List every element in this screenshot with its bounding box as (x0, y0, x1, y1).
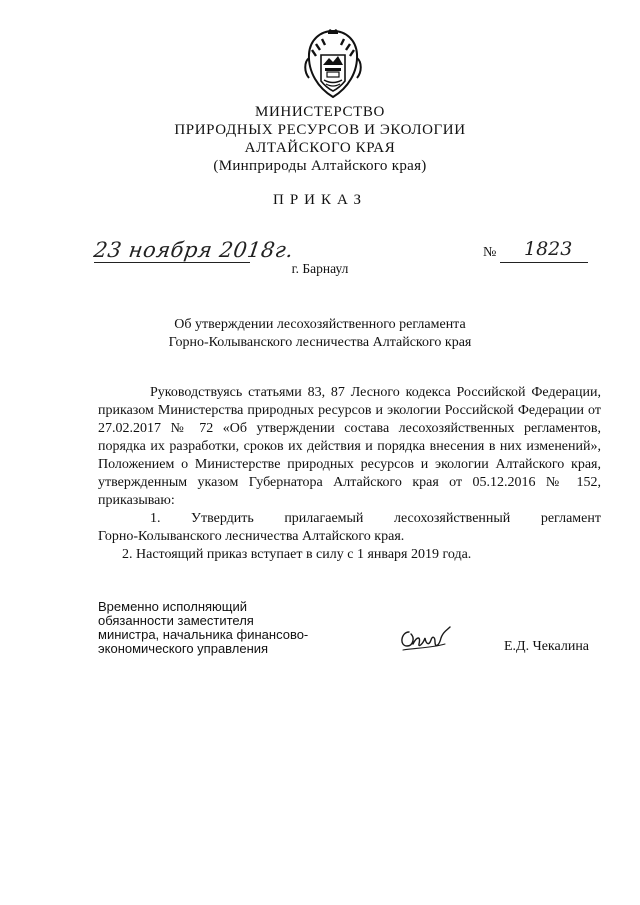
position-line: министра, начальника финансово- (98, 627, 309, 642)
subject-line-2: Горно-Колыванского лесничества Алтайского края (168, 335, 472, 350)
position-line: обязанности заместителя (98, 613, 254, 628)
item-1-word: лесохозяйственный (393, 511, 511, 526)
ministry-line-2: ПРИРОДНЫХ РЕСУРСОВ И ЭКОЛОГИИ (174, 122, 466, 138)
preamble-paragraph: Руководствуясь статьями 83, 87 Лесного кодекса Российской Федерации, приказом Министерства природных ресурсов и экологии Российской Федерации от 27.02.2017 № 72 «Об утверждении состава лесохозяйственных регламентов, порядка их разработки, сроков их действия и порядка внесения в них изменений», Положением о Министерстве природных ресурсов и экологии Алтайского края, утвержденным указом Губернатора Алтайского края от 05.12.2016 № 152, приказываю: (98, 385, 601, 508)
handwritten-number: 1823 (524, 238, 573, 260)
subject-line-1: Об утверждении лесохозяйственного регламента (174, 317, 466, 332)
item-1-word: прилагаемый (284, 511, 364, 526)
ministry-line-1: МИНИСТЕРСТВО (255, 104, 385, 120)
position-line: экономического управления (98, 641, 269, 656)
number-sign: № (483, 245, 497, 260)
ministry-short-name: (Минприроды Алтайского края) (213, 158, 427, 174)
city-label: г. Барнаул (291, 261, 349, 276)
item-2-paragraph: 2. Настоящий приказ вступает в силу с 1 января 2019 года. (122, 547, 472, 562)
coat-of-arms-emblem (300, 28, 366, 100)
order-body (98, 384, 601, 564)
signatory-position (98, 600, 308, 656)
handwritten-date: 23 ноября 2018г. (92, 238, 296, 262)
signatory-name: Е.Д. Чекалина (504, 639, 590, 654)
item-1-word: Утвердить (191, 511, 254, 526)
item-1-continuation: Горно-Колыванского лесничества Алтайского края. (98, 529, 405, 544)
item-1-number: 1. (150, 511, 161, 526)
position-line: Временно исполняющий (98, 599, 248, 614)
document-type-title: ПРИКАЗ (273, 192, 367, 208)
item-1-first-line (98, 510, 601, 528)
ministry-line-3: АЛТАЙСКОГО КРАЯ (244, 140, 396, 156)
item-1-word: регламент (540, 511, 601, 526)
handwritten-signature (395, 622, 453, 658)
